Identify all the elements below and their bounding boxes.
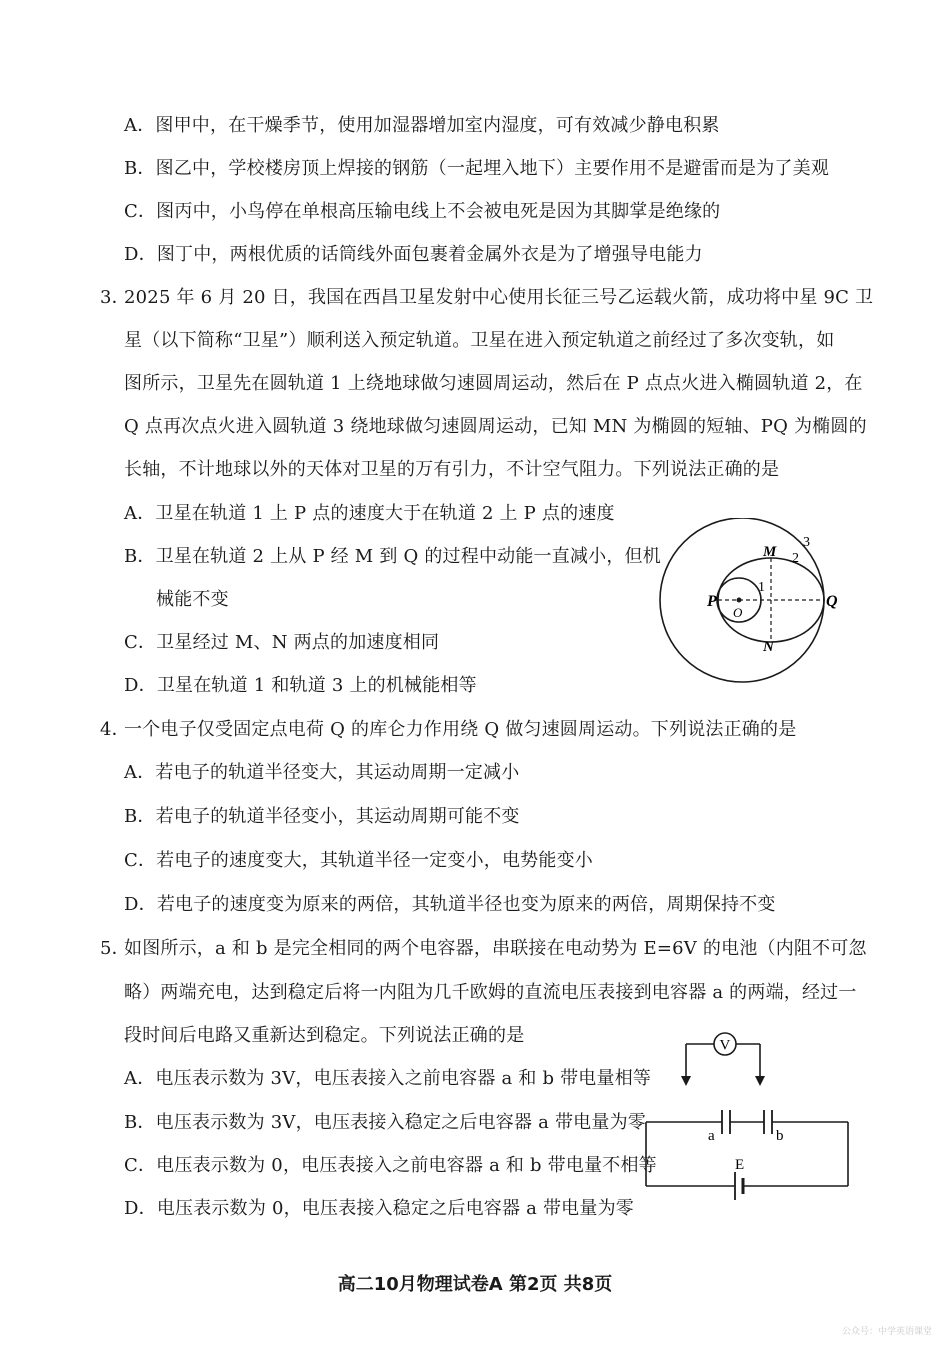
q3-option-d: D．卫星在轨道 1 和轨道 3 上的机械能相等 xyxy=(124,675,477,696)
label-o: O xyxy=(733,605,743,620)
page-footer: 高二10月物理试卷A 第2页 共8页 xyxy=(337,1274,613,1295)
q2-option-a: A．图甲中，在干燥季节，使用加湿器增加室内湿度，可有效减少静电积累 xyxy=(124,115,720,136)
q5-number: 5． xyxy=(100,938,130,959)
q3-stem-line-1: 3．2025 年 6 月 20 日，我国在西昌卫星发射中心使用长征三号乙运载火箭，成功将中星 9C 卫 xyxy=(100,287,874,308)
lead-arrow-right xyxy=(755,1076,765,1086)
label-orbit-3: 3 xyxy=(803,535,810,550)
lead-arrow-left xyxy=(681,1076,691,1086)
q3-stem-line-3: 图所示，卫星先在圆轨道 1 上绕地球做匀速圆周运动，然后在 P 点点火进入椭圆轨道 2，在 xyxy=(124,373,863,394)
earth-center xyxy=(737,598,742,603)
capacitor-b-label: b xyxy=(776,1128,784,1144)
q2-option-d: D．图丁中，两根优质的话筒线外面包裹着金属外衣是为了增强导电能力 xyxy=(124,244,703,265)
capacitor-a-label: a xyxy=(708,1128,715,1144)
watermark: 公众号：中学英语课堂 xyxy=(841,1327,932,1337)
voltmeter-label: V xyxy=(719,1037,731,1054)
label-p: P xyxy=(707,593,717,610)
q5-option-a: A．电压表示数为 3V，电压表接入之前电容器 a 和 b 带电量相等 xyxy=(124,1068,652,1089)
orbit-diagram xyxy=(650,518,850,684)
label-orbit-1: 1 xyxy=(758,580,765,595)
q3-number: 3． xyxy=(100,287,130,308)
label-q: Q xyxy=(826,593,838,610)
q2-option-b: B．图乙中，学校楼房顶上焊接的钢筋（一起埋入地下）主要作用不是避雷而是为了美观 xyxy=(124,158,830,179)
q3-stem-line-5: 长轴，不计地球以外的天体对卫星的万有引力，不计空气阻力。下列说法正确的是 xyxy=(124,459,780,480)
q5-option-d: D．电压表示数为 0，电压表接入稳定之后电容器 a 带电量为零 xyxy=(124,1198,634,1219)
circuit-diagram xyxy=(640,1022,855,1222)
q4-option-c: C．若电子的速度变大，其轨道半径一定变小，电势能变小 xyxy=(124,850,593,871)
q3-stem-line-4: Q 点再次点火进入圆轨道 3 绕地球做匀速圆周运动，已知 MN 为椭圆的短轴、PQ 为椭圆的 xyxy=(124,416,867,437)
q3-option-a: A．卫星在轨道 1 上 P 点的速度大于在轨道 2 上 P 点的速度 xyxy=(124,503,615,524)
label-orbit-2: 2 xyxy=(792,551,799,566)
q5-stem-line-3: 段时间后电路又重新达到稳定。下列说法正确的是 xyxy=(124,1025,525,1046)
q4-option-d: D．若电子的速度变为原来的两倍，其轨道半径也变为原来的两倍，周期保持不变 xyxy=(124,894,776,915)
q3-option-c: C．卫星经过 M、N 两点的加速度相同 xyxy=(124,632,440,653)
q4-option-b: B．若电子的轨道半径变小，其运动周期可能不变 xyxy=(124,806,520,827)
q5-stem-line-2: 略）两端充电，达到稳定后将一内阻为几千欧姆的直流电压表接到电容器 a 的两端，经过一 xyxy=(124,982,857,1003)
q2-option-c: C．图丙中，小鸟停在单根高压输电线上不会被电死是因为其脚掌是绝缘的 xyxy=(124,201,721,222)
label-n: N xyxy=(763,639,774,655)
q4-number: 4． xyxy=(100,719,130,740)
q3-option-b: B．卫星在轨道 2 上从 P 经 M 到 Q 的过程中动能一直减小，但机 xyxy=(124,546,661,567)
q3-option-b-cont: 械能不变 xyxy=(156,589,229,610)
q3-stem-line-2: 星（以下简称“卫星”）顺利送入预定轨道。卫星在进入预定轨道之前经过了多次变轨，如 xyxy=(124,330,835,351)
q5-stem-line-1: 5．如图所示，a 和 b 是完全相同的两个电容器，串联接在电动势为 E=6V 的电池（内阻不可忽 xyxy=(100,938,867,959)
q5-option-c: C．电压表示数为 0，电压表接入之前电容器 a 和 b 带电量不相等 xyxy=(124,1155,657,1176)
label-m: M xyxy=(763,544,777,560)
q4-stem: 4．一个电子仅受固定点电荷 Q 的库仑力作用绕 Q 做匀速圆周运动。下列说法正确的是 xyxy=(100,719,797,740)
q5-option-b: B．电压表示数为 3V，电压表接入稳定之后电容器 a 带电量为零 xyxy=(124,1112,646,1133)
battery-label: E xyxy=(735,1157,745,1173)
q4-option-a: A．若电子的轨道半径变大，其运动周期一定减小 xyxy=(124,762,520,783)
